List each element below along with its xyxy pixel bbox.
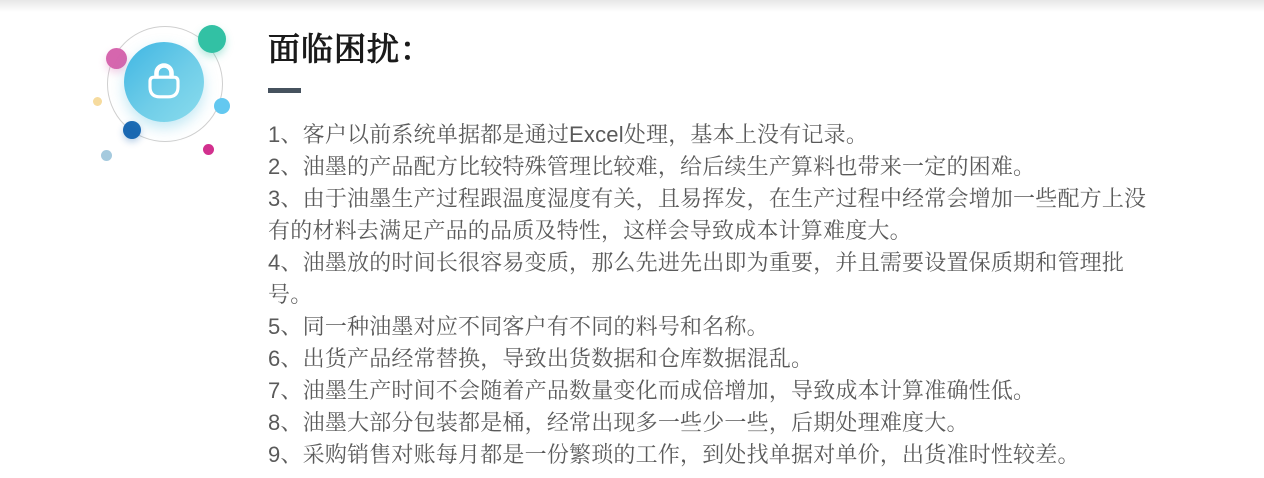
challenge-item-2: 2、油墨的产品配方比较特殊管理比较难，给后续生产算料也带来一定的困难。 [268,154,1036,180]
yellow-dot [93,97,102,106]
challenge-item-8: 8、油墨大部分包装都是桶，经常出现多一些少一些，后期处理难度大。 [268,410,969,436]
challenge-item-5: 5、同一种油墨对应不同客户有不同的料号和名称。 [268,314,769,340]
challenge-list [268,119,1168,471]
lock-circle [124,42,204,122]
pale-blue-dot [101,150,112,161]
teal-dot [198,25,226,53]
dark-blue-dot [123,121,141,139]
title-underline [268,88,301,93]
lock-icon [136,52,192,113]
magenta-dot [203,144,214,155]
main-content [268,30,1198,471]
challenge-item-9: 9、采购销售对账每月都是一份繁琐的工作，到处找单据对单价，出货准时性较差。 [268,442,1080,468]
challenge-item-3: 3、由于油墨生产过程跟温度湿度有关，且易挥发，在生产过程中经常会增加一些配方上没有的材料去满足产品的品质及特性，这样会导致成本计算难度大。 [268,186,1147,244]
challenge-item-7: 7、油墨生产时间不会随着产品数量变化而成倍增加，导致成本计算准确性低。 [268,378,1036,404]
page-title: 面临困扰： [268,31,434,67]
lock-decoration [0,0,260,190]
challenge-item-6: 6、出货产品经常替换，导致出货数据和仓库数据混乱。 [268,346,814,372]
challenge-item-4: 4、油墨放的时间长很容易变质，那么先进先出即为重要，并且需要设置保质期和管理批号。 [268,250,1125,308]
pink-dot [106,48,127,69]
challenge-item-1: 1、客户以前系统单据都是通过Excel处理，基本上没有记录。 [268,122,869,148]
light-blue-dot [214,98,230,114]
